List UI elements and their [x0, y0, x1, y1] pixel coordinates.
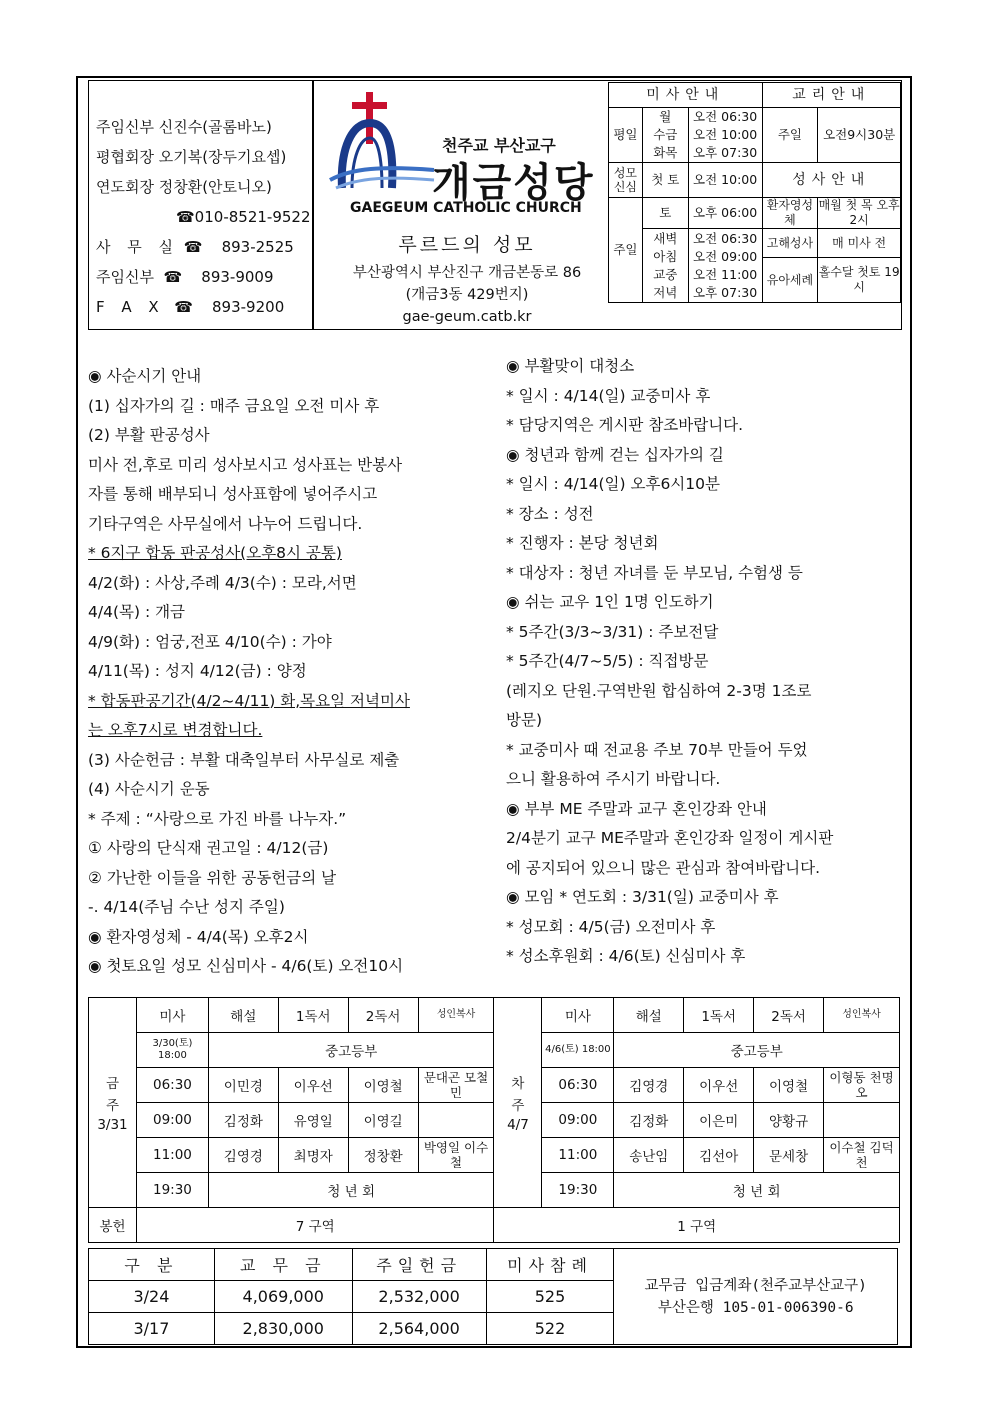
notice-line: 2/4분기 교구 ME주말과 혼인강좌 일정이 게시판 — [506, 829, 834, 847]
role-group: 중고등부 — [614, 1033, 900, 1068]
role-cell: 이영철 — [348, 1068, 418, 1103]
finance-attendance: 525 — [486, 1281, 614, 1313]
first-saturday-day: 첫 토 — [642, 163, 688, 198]
mass-time: 11:00 — [542, 1138, 614, 1173]
finance-date: 3/24 — [89, 1281, 215, 1313]
notice-line: 으니 활용하여 주시기 바랍니다. — [506, 770, 721, 788]
notice-heading: ◉ 청년과 함께 걷는 십자가의 길 — [506, 445, 724, 464]
role-cell: 정창환 — [348, 1138, 418, 1173]
header-reading1: 1독서 — [278, 998, 348, 1033]
notice-line: * 담당지역은 게시판 참조바랍니다. — [506, 416, 744, 434]
role-cell: 김영경 — [614, 1068, 684, 1103]
next-week-label: 차주 4/7 — [494, 998, 542, 1208]
weekday-times: 오전 06:30 오전 10:00 오후 07:30 — [688, 108, 762, 163]
header-commentary: 해설 — [614, 998, 684, 1033]
phone-icon: ☎ — [174, 298, 193, 316]
mass-time: 11:00 — [136, 1138, 208, 1173]
notice-line: 는 오후7시로 변경합니다. — [88, 721, 263, 739]
notice-line: ① 사랑의 단식재 권고일 : 4/12(금) — [88, 839, 329, 857]
notice-line: * 5주간(4/7~5/5) : 직접방문 — [506, 652, 709, 670]
sacrament-time: 매 미사 전 — [818, 229, 901, 258]
role-cell: 문대곤 모철민 — [418, 1068, 494, 1103]
offering-district: 7 구역 — [136, 1208, 493, 1243]
header-altar-server: 성인복사 — [418, 998, 494, 1033]
header-attendance: 미사참례 — [486, 1249, 614, 1281]
mass-time: 09:00 — [542, 1103, 614, 1138]
role-cell: 문세창 — [754, 1138, 824, 1173]
cross-logo-icon — [322, 88, 442, 198]
mass-schedule-table — [608, 82, 901, 303]
role-group: 중고등부 — [208, 1033, 494, 1068]
notice-line: 에 공지되어 있으니 많은 관심과 참여바랍니다. — [506, 858, 821, 877]
notice-line: * 합동판공기간(4/2~4/11) 화,목요일 저녁미사 — [88, 691, 410, 710]
mass-time: 3/30(토) 18:00 — [136, 1033, 208, 1068]
role-cell: 송난임 — [614, 1138, 684, 1173]
notice-line: 4/4(목) : 개금 — [88, 603, 186, 621]
role-cell: 김정화 — [208, 1103, 278, 1138]
header-divider — [312, 80, 314, 330]
role-cell — [824, 1103, 900, 1138]
left-notice-column — [88, 362, 493, 982]
elders-president: 연도회장 정창환(안토니오) — [96, 178, 272, 196]
finance-table — [88, 1248, 898, 1345]
role-cell: 박영일 이수철 — [418, 1138, 494, 1173]
church-name-english: GAEGEUM CATHOLIC CHURCH — [350, 200, 582, 216]
finance-attendance: 522 — [486, 1313, 614, 1345]
notice-heading: ◉ 사순시기 안내 — [88, 367, 202, 385]
weekday-label: 평일 — [609, 108, 643, 163]
sacrament-name: 환자영성체 — [762, 198, 818, 229]
church-name: 개금성당 — [432, 160, 595, 206]
notice-line: (레지오 단원.구역반원 합심하여 2-3명 1조로 — [506, 681, 812, 700]
sunday-label: 주일 — [609, 198, 643, 303]
sacrament-title: 성사안내 — [762, 163, 900, 198]
offering-district: 1 구역 — [494, 1208, 900, 1243]
account-title: 교무금 입금계좌(천주교부산교구) — [644, 1277, 867, 1294]
sacrament-name: 유아세례 — [762, 258, 818, 303]
pastor-phone-label: 주임신부 — [96, 268, 154, 286]
office-label: 사 무 실 — [96, 238, 180, 256]
role-cell — [418, 1103, 494, 1138]
mobile-phone: ☎010-8521-9522 — [176, 208, 311, 226]
role-cell: 이민경 — [208, 1068, 278, 1103]
notice-heading: ◉ 모임 * 연도회 : 3/31(일) 교중미사 후 — [506, 888, 779, 906]
weekday-days: 월 수금 화목 — [642, 108, 688, 163]
diocese-name: 천주교 부산교구 — [442, 136, 556, 155]
role-cell: 이수철 김덕천 — [824, 1138, 900, 1173]
notice-line: (3) 사순헌금 : 부활 대축일부터 사무실로 제출 — [88, 750, 400, 769]
address-line: 부산광역시 부산진구 개금본동로 86 — [352, 265, 582, 281]
mass-time: 19:30 — [136, 1173, 208, 1208]
sunday-days: 새벽 아침 교중 저녁 — [642, 229, 688, 303]
office-phone: 893-2525 — [221, 238, 294, 256]
role-cell: 이영길 — [348, 1103, 418, 1138]
role-cell: 김선아 — [684, 1138, 754, 1173]
notice-line: 자를 통해 배부되니 성사표함에 넣어주시고 — [88, 485, 378, 503]
phone-icon: ☎ — [163, 268, 183, 286]
catechism-title: 교리안내 — [762, 83, 900, 108]
pastor-phone: 893-9009 — [201, 268, 274, 286]
notice-line: * 진행자 : 본당 청년회 — [506, 534, 659, 552]
mass-time: 09:00 — [136, 1103, 208, 1138]
finance-offering: 2,532,000 — [352, 1281, 486, 1313]
notice-heading: ◉ 환자영성체 - 4/4(목) 오후2시 — [88, 927, 309, 946]
notice-line: * 교중미사 때 전교용 주보 70부 만들어 두었 — [506, 740, 808, 759]
header-period: 구 분 — [89, 1249, 215, 1281]
notice-line: 방문) — [506, 711, 542, 729]
finance-offering: 2,564,000 — [352, 1313, 486, 1345]
sunday-times: 오전 06:30 오전 09:00 오전 11:00 오후 07:30 — [688, 229, 762, 303]
notice-heading: ◉ 부부 ME 주말과 교구 혼인강좌 안내 — [506, 799, 767, 818]
notice-line: (4) 사순시기 운동 — [88, 780, 210, 798]
catechism-sunday-label: 주일 — [762, 108, 818, 163]
notice-line: * 장소 : 성전 — [506, 504, 594, 523]
sacrament-time: 매월 첫 목 오후 2시 — [818, 198, 900, 227]
notice-line: * 6지구 합동 판공성사(오후8시 공통) — [88, 544, 342, 562]
role-cell: 이우선 — [278, 1068, 348, 1103]
sacrament-time: 홀수달 첫토 19시 — [818, 258, 901, 303]
notice-line: -. 4/14(주님 수난 성지 주일) — [88, 898, 285, 916]
role-cell: 이영철 — [754, 1068, 824, 1103]
sacrament-name: 고해성사 — [762, 229, 818, 258]
header-sunday-offering: 주일헌금 — [352, 1249, 486, 1281]
notice-line: * 대상자 : 청년 자녀를 둔 부모님, 수험생 등 — [506, 563, 803, 582]
role-cell: 이형동 천명오 — [824, 1068, 900, 1103]
role-cell: 양황규 — [754, 1103, 824, 1138]
mass-time: 06:30 — [136, 1068, 208, 1103]
notice-line: * 일시 : 4/14(일) 오후6시10분 — [506, 475, 720, 493]
notice-line: 4/2(화) : 사상,주례 4/3(수) : 모라,서면 — [88, 573, 357, 592]
header-reading2: 2독서 — [348, 998, 418, 1033]
church-logo — [322, 88, 612, 238]
notice-heading: ◉ 부활맞이 대청소 — [506, 357, 635, 375]
right-notice-column — [506, 352, 906, 972]
offering-label: 봉헌 — [89, 1208, 137, 1243]
finance-date: 3/17 — [89, 1313, 215, 1345]
finance-dues: 4,069,000 — [214, 1281, 352, 1313]
role-cell: 이은미 — [684, 1103, 754, 1138]
header-commentary: 해설 — [208, 998, 278, 1033]
patron-saint: 루르드의 성모 — [398, 234, 536, 256]
role-cell: 이우선 — [684, 1068, 754, 1103]
sunday-day-sat: 토 — [642, 198, 688, 229]
notice-heading: ◉ 첫토요일 성모 신심미사 - 4/6(토) 오전10시 — [88, 957, 404, 975]
liturgy-roles-table — [88, 997, 900, 1243]
first-saturday-time: 오전 10:00 — [688, 163, 762, 198]
notice-line: * 성소후원회 : 4/6(토) 신심미사 후 — [506, 947, 746, 965]
mass-time: 06:30 — [542, 1068, 614, 1103]
header-reading2: 2독서 — [754, 998, 824, 1033]
notice-line: * 주제 : “사랑으로 가진 바를 나누자.” — [88, 809, 347, 828]
website[interactable]: gae-geum.catb.kr — [402, 309, 532, 325]
role-group: 청 년 회 — [614, 1173, 900, 1208]
fax-phone: 893-9200 — [212, 298, 285, 316]
role-cell: 김정화 — [614, 1103, 684, 1138]
address-line-2: (개금3동 429번지) — [405, 287, 529, 303]
notice-line: (2) 부활 판공성사 — [88, 426, 210, 444]
mass-time: 19:30 — [542, 1173, 614, 1208]
sunday-time-sat: 오후 06:00 — [688, 198, 762, 229]
council-president: 평협회장 오기복(장두기요셉) — [96, 148, 287, 166]
this-week-label: 금주 3/31 — [89, 998, 137, 1208]
bank-account-info — [614, 1249, 898, 1345]
header-mass: 미사 — [136, 998, 208, 1033]
role-cell: 유영일 — [278, 1103, 348, 1138]
header-reading1: 1독서 — [684, 998, 754, 1033]
notice-line: 기타구역은 사무실에서 나누어 드립니다. — [88, 514, 363, 533]
church-address — [322, 262, 612, 328]
mass-time: 4/6(토) 18:00 — [542, 1033, 614, 1068]
notice-line: 4/9(화) : 엄궁,전포 4/10(수) : 가야 — [88, 632, 332, 651]
role-group: 청 년 회 — [208, 1173, 494, 1208]
first-saturday-label: 성모신심 — [609, 163, 643, 198]
notice-line: ② 가난한 이들을 위한 공동헌금의 날 — [88, 868, 337, 887]
staff-directory — [96, 112, 311, 322]
notice-line: 4/11(목) : 성지 4/12(금) : 양정 — [88, 662, 307, 680]
role-cell: 김영경 — [208, 1138, 278, 1173]
notice-line: (1) 십자가의 길 : 매주 금요일 오전 미사 후 — [88, 396, 380, 415]
header-altar-server: 성인복사 — [824, 998, 900, 1033]
account-number: 부산은행 105-01-006390-6 — [657, 1299, 854, 1316]
finance-dues: 2,830,000 — [214, 1313, 352, 1345]
notice-line: * 일시 : 4/14(일) 교중미사 후 — [506, 386, 711, 405]
fax-label: F A X — [96, 298, 165, 316]
notice-line: * 성모회 : 4/5(금) 오전미사 후 — [506, 917, 716, 936]
role-cell: 최명자 — [278, 1138, 348, 1173]
catechism-sunday-time: 오전9시30분 — [818, 108, 901, 163]
mass-schedule-title: 미사안내 — [609, 83, 763, 108]
pastor-name: 주임신부 신진수(골롬바노) — [96, 118, 272, 136]
notice-line: * 5주간(3/3~3/31) : 주보전달 — [506, 622, 719, 641]
notice-heading: ◉ 쉬는 교우 1인 1명 인도하기 — [506, 593, 714, 611]
phone-icon: ☎ — [183, 238, 203, 256]
header-dues: 교 무 금 — [214, 1249, 352, 1281]
header-mass: 미사 — [542, 998, 614, 1033]
notice-line: 미사 전,후로 미리 성사보시고 성사표는 반봉사 — [88, 455, 403, 474]
